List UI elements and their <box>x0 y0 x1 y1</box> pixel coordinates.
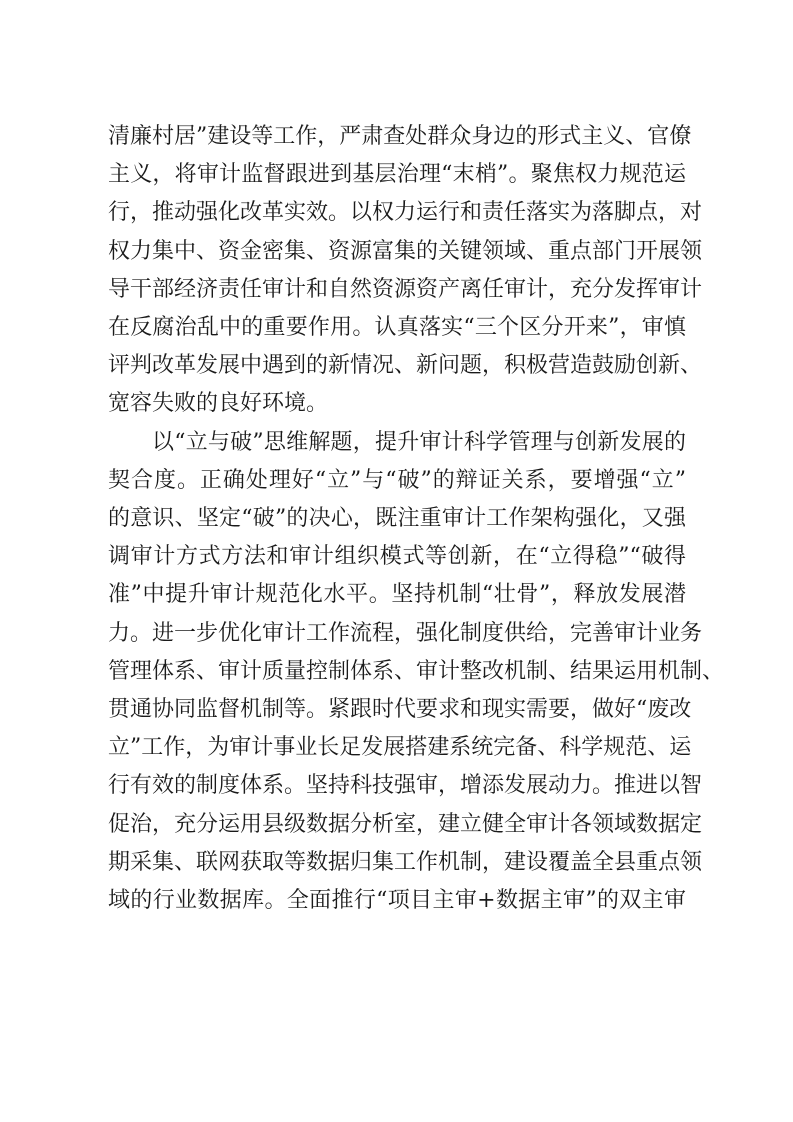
text-line: 契合度。正确处理好“立”与“破”的辩证关系，要增强“立” <box>108 467 686 493</box>
text-line: 以“立与破”思维解题，提升审计科学管理与创新发展的 <box>152 429 686 455</box>
text-line: 清廉村居”建设等工作，严肃查处群众身边的形式主义、官僚 <box>108 124 692 149</box>
text-line: 准”中提升审计规范化水平。坚持机制“壮骨”，释放发展潜 <box>108 582 686 608</box>
text-line: 评判改革发展中遇到的新情况、新问题，积极营造鼓励创新、 <box>108 353 703 379</box>
text-line: 行，推动强化改革实效。以权力运行和责任落实为落脚点，对 <box>108 200 703 226</box>
paragraph-2 <box>108 424 725 921</box>
text-line: 权力集中、资金密集、资源富集的关键领域、重点部门开展领 <box>108 238 703 264</box>
text-line: 域的行业数据库。全面推行“项目主审+数据主审”的双主审 <box>108 888 686 914</box>
text-line: 管理体系、审计质量控制体系、审计整改机制、结果运用机制、 <box>108 658 725 684</box>
paragraph-1 <box>108 118 703 424</box>
text-line: 力。进一步优化审计工作流程，强化制度供给，完善审计业务 <box>108 620 703 646</box>
text-line: 的意识、坚定“破”的决心，既注重审计工作架构强化，又强 <box>108 506 686 532</box>
text-line: 行有效的制度体系。坚持科技强审，增添发展动力。推进以智 <box>108 773 703 799</box>
text-line: 期采集、联网获取等数据归集工作机制，建设覆盖全县重点领 <box>108 849 703 875</box>
text-line: 主义，将审计监督跟进到基层治理“末梢”。聚焦权力规范运 <box>108 162 686 188</box>
text-line: 立”工作，为审计事业长足发展搭建系统完备、科学规范、运 <box>108 735 692 761</box>
text-line: 宽容失败的良好环境。 <box>108 391 329 417</box>
text-line: 在反腐治乱中的重要作用。认真落实“三个区分开来”，审慎 <box>108 315 686 341</box>
document-page <box>108 118 725 920</box>
text-line: 贯通协同监督机制等。紧跟时代要求和现实需要，做好“废改 <box>108 697 692 723</box>
text-line: 调审计方式方法和审计组织模式等创新，在“立得稳”“破得 <box>108 544 686 570</box>
text-line: 导干部经济责任审计和自然资源资产离任审计，充分发挥审计 <box>108 276 703 302</box>
text-line: 促治，充分运用县级数据分析室，建立健全审计各领域数据定 <box>108 811 703 837</box>
